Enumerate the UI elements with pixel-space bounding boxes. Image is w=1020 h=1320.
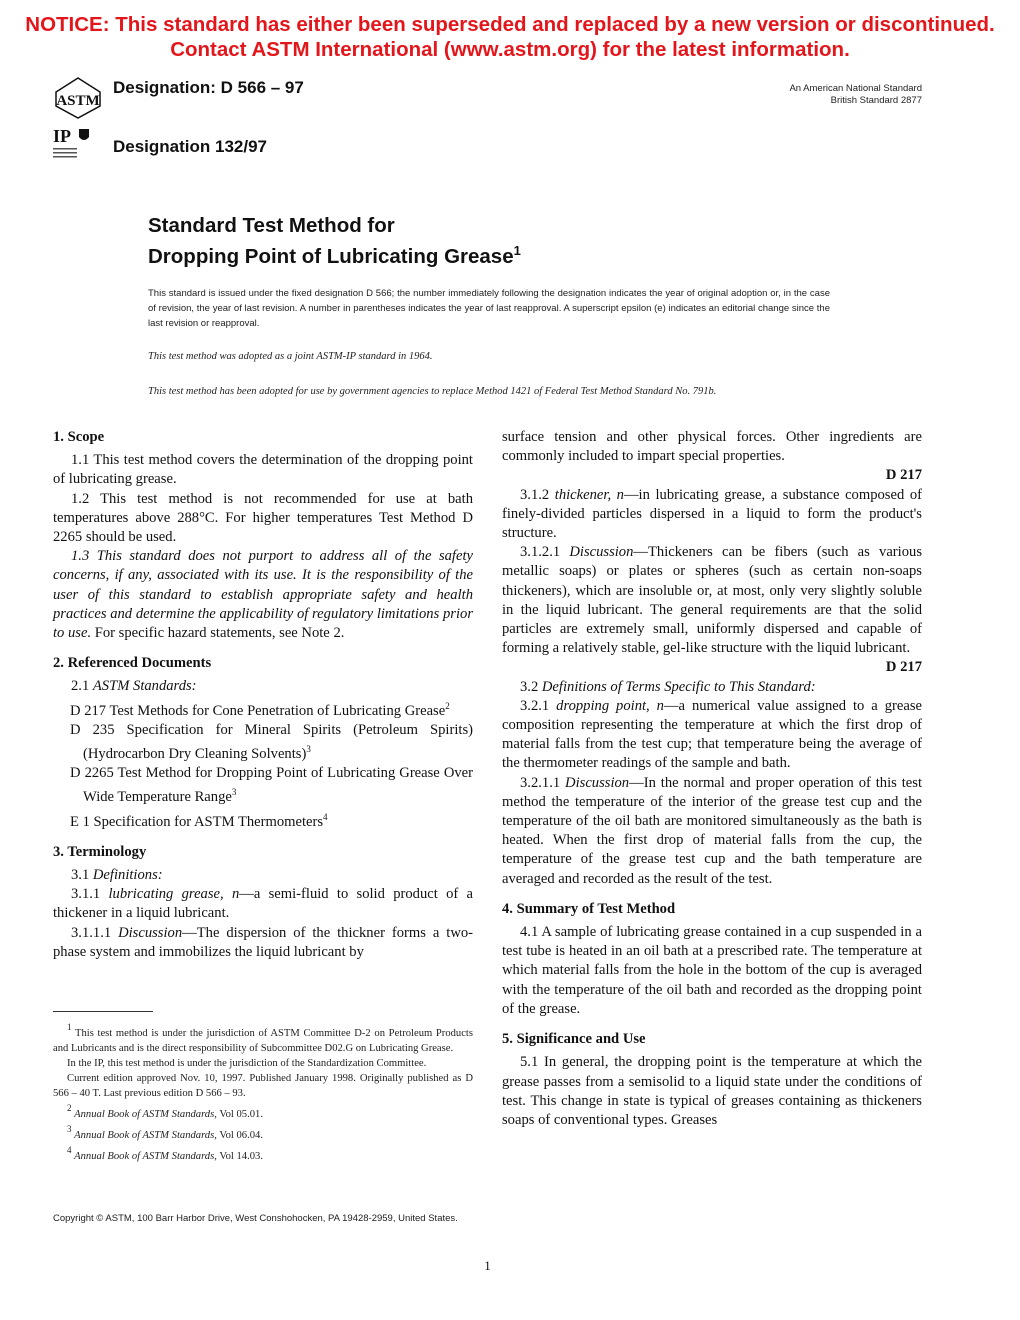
reference-d2265 bbox=[53, 764, 473, 807]
reference-d2265-text: D 2265 Test Method for Dropping Point of Lubricating Grease Over Wide Temperature Range bbox=[70, 765, 473, 806]
footnote-1 bbox=[53, 1020, 473, 1056]
para-3-1-1-1-num: 3.1.1.1 bbox=[71, 924, 119, 941]
copyright-line: Copyright © ASTM, 100 Barr Harbor Drive, West Conshohocken, PA 19428-2959, United States. bbox=[53, 1213, 458, 1224]
footnote-4 bbox=[53, 1143, 473, 1164]
para-2-1-label: ASTM Standards: bbox=[92, 678, 197, 695]
footnote-3 bbox=[53, 1122, 473, 1143]
document-title bbox=[148, 213, 521, 269]
para-3-2-1-text: —a numerical value assigned to a grease composition representing the temperature at which the first drop of material falls from the test cup; that temperature being the average of the thermometer readings of the sample and bath. bbox=[502, 697, 922, 772]
reference-d217-text: D 217 Test Methods for Cone Penetration of Lubricating Grease bbox=[70, 702, 446, 719]
page-number: 1 bbox=[484, 1258, 491, 1273]
para-3-1-2-1-num: 3.1.2.1 bbox=[520, 544, 570, 561]
para-3-2-1 bbox=[502, 697, 922, 774]
para-3-1-1 bbox=[53, 885, 473, 923]
footnote-2 bbox=[53, 1101, 473, 1122]
para-3-2-1-1 bbox=[502, 774, 922, 889]
designation-ip: Designation 132/97 bbox=[113, 137, 268, 156]
para-3-2-1-1-num: 3.2.1.1 bbox=[520, 774, 566, 791]
reference-e1-text: E 1 Specification for ASTM Thermometers bbox=[70, 813, 324, 830]
ip-logo-text: IP bbox=[53, 126, 71, 146]
section-4-heading: 4. Summary of Test Method bbox=[502, 900, 676, 917]
para-3-1-2 bbox=[502, 486, 922, 544]
para-3-1-2-1-ref-d217: D 217 bbox=[885, 659, 922, 676]
reference-d235 bbox=[53, 721, 473, 764]
reference-d2265-fn: 3 bbox=[231, 787, 237, 798]
section-5-heading: 5. Significance and Use bbox=[502, 1031, 646, 1048]
section-3-heading: 3. Terminology bbox=[53, 843, 147, 860]
reference-d235-text: D 235 Specification for Mineral Spirits (Petroleum Spirits) (Hydrocarbon Dry Cleaning Solvents) bbox=[70, 721, 473, 763]
astm-logo-text: ASTM bbox=[56, 93, 100, 109]
title-footnote-mark: 1 bbox=[513, 243, 521, 258]
section-1-heading: 1. Scope bbox=[53, 429, 105, 445]
para-3-1-1-num: 3.1.1 bbox=[71, 886, 109, 903]
para-2-1 bbox=[53, 677, 473, 696]
para-3-2-num: 3.2 bbox=[520, 678, 542, 695]
footnote-4-book: Annual Book of ASTM Standards bbox=[74, 1151, 215, 1162]
para-3-2 bbox=[502, 678, 922, 697]
footnote-1-edition: Current edition approved Nov. 10, 1997. Published January 1998. Originally published as D 566 – 40 T. Last previous edition D 566 – 93. bbox=[53, 1073, 473, 1099]
para-3-1-1-1-continued: surface tension and other physical forces. Other ingredients are commonly included to impart special properties. bbox=[502, 429, 922, 465]
footnote-divider bbox=[53, 1011, 153, 1012]
superseded-notice bbox=[0, 12, 1020, 62]
para-3-1-2-term: thickener, n bbox=[554, 486, 624, 503]
reference-e1-fn: 4 bbox=[323, 811, 328, 822]
footnote-2-book: Annual Book of ASTM Standards bbox=[74, 1109, 215, 1120]
para-3-1-1-1 bbox=[53, 924, 473, 962]
designation-astm: Designation: D 566 – 97 bbox=[113, 78, 304, 97]
footnote-3-book: Annual Book of ASTM Standards bbox=[74, 1130, 215, 1141]
para-3-1-2-num: 3.1.2 bbox=[520, 486, 555, 503]
para-1-3-caveat: 1.3 This standard does not purport to address all of the safety concerns, if any, associated with its use. It is the responsibility of the user of this standard to establish appropriate safety and health practices and determine the applicability of regulatory limitations prior to use. bbox=[53, 548, 473, 642]
para-3-2-1-num: 3.2.1 bbox=[520, 697, 557, 714]
reference-e1 bbox=[53, 808, 473, 832]
notice-line-2: Contact ASTM International (www.astm.org) for the latest information. bbox=[170, 38, 850, 61]
footnote-1-mark: 1 bbox=[67, 1022, 72, 1032]
astm-logo-icon bbox=[52, 76, 104, 120]
footnote-2-mark: 2 bbox=[67, 1103, 72, 1113]
para-3-2-label: Definitions of Terms Specific to This Standard: bbox=[541, 678, 816, 695]
para-3-1-1-text: —a semi-fluid to solid product of a thickener in a liquid lubricant. bbox=[53, 886, 473, 922]
para-3-1-1-1-label: Discussion bbox=[118, 924, 183, 941]
title-line-2 bbox=[148, 238, 521, 269]
para-3-1-2-text: —in lubricating grease, a substance composed of finely-divided particles dispersed in a liquid to form the product's structure. bbox=[502, 486, 922, 542]
footnote-3-mark: 3 bbox=[67, 1124, 72, 1134]
left-column bbox=[53, 428, 473, 962]
footnotes bbox=[53, 1020, 473, 1164]
footnote-1-text: This test method is under the jurisdiction of ASTM Committee D-2 on Petroleum Products and Lubricants and is the direct responsibility of Subcommittee D02.G on Lubricating Grease. bbox=[53, 1028, 473, 1054]
para-1-3-tail: For specific hazard statements, see Note 2. bbox=[91, 625, 345, 642]
para-3-2-1-term: dropping point, n bbox=[556, 697, 664, 714]
reference-d235-fn: 3 bbox=[306, 744, 311, 755]
adoption-statement: This test method was adopted as a joint ASTM-IP standard in 1964. bbox=[148, 351, 433, 362]
para-3-2-1-1-label: Discussion bbox=[565, 774, 630, 791]
para-3-1-2-1 bbox=[502, 543, 922, 658]
national-standard-note bbox=[789, 83, 922, 107]
para-3-1-1-1-text: —The dispersion of the thickner forms a two-phase system and immobilizes the liquid lubricant by bbox=[53, 924, 474, 960]
title-line-2-text: Dropping Point of Lubricating Grease bbox=[148, 245, 514, 268]
ip-logo-icon bbox=[52, 124, 98, 162]
para-1-2: 1.2 This test method is not recommended for use at bath temperatures above 288°C. For higher temperatures Test Method D 2265 should be used. bbox=[53, 490, 473, 546]
para-1-3 bbox=[53, 547, 473, 643]
british-standard: British Standard 2877 bbox=[830, 95, 922, 106]
footnote-2-vol: , Vol 05.01. bbox=[214, 1109, 263, 1120]
title-line-1: Standard Test Method for bbox=[148, 214, 395, 237]
para-3-1-2-1-label: Discussion bbox=[569, 544, 634, 561]
right-column bbox=[502, 428, 922, 1130]
para-4-1: 4.1 A sample of lubricating grease contained in a cup suspended in a test tube is heated in an oil bath at a prescribed rate. The temperature at which material falls from the hole in the bottom of the cup is averaged with the temperature of the oil bath and recorded as the dropping point of the grease. bbox=[502, 924, 922, 1017]
para-3-1-num: 3.1 bbox=[71, 867, 93, 884]
para-3-1-label: Definitions: bbox=[92, 867, 163, 884]
footnote-3-vol: , Vol 06.04. bbox=[214, 1130, 263, 1141]
para-3-1 bbox=[53, 866, 473, 885]
para-5-1: 5.1 In general, the dropping point is the temperature at which the grease passes from a semisolid to a liquid state under the conditions of test. This change in state is typical of greases containing as thickeners soaps of conventional types. Greases bbox=[502, 1054, 922, 1128]
footnote-1-ip: In the IP, this test method is under the jurisdiction of the Standardization Committee. bbox=[67, 1058, 427, 1069]
para-3-2-1-1-text: —In the normal and proper operation of this test method the temperature of the interior of the grease test cup and the temperature of the oil bath are monitored simultaneously as the bath is heated. When the first drop of material falls from the cup, the temperature of the grease test cup and the bath temperature are averaged and recorded as the result of the test. bbox=[502, 774, 923, 887]
reference-d217 bbox=[53, 697, 473, 721]
issuance-statement: This standard is issued under the fixed designation D 566; the number immediately following the designation indicates the year of original adoption or, in the case of revision, the year of last revision. A number in parentheses indicates the year of last reapproval. A superscript epsilon (e) indicates an editorial change since the last revision or reapproval. bbox=[148, 288, 830, 329]
american-national-standard: An American National Standard bbox=[789, 83, 922, 94]
para-2-1-num: 2.1 bbox=[71, 678, 93, 695]
notice-line-1: NOTICE: This standard has either been superseded and replaced by a new version or discontinued. bbox=[25, 13, 995, 36]
para-1-1: 1.1 This test method covers the determination of the dropping point of lubricating grease. bbox=[53, 452, 473, 488]
continued-ref-d217: D 217 bbox=[885, 467, 922, 484]
reference-d217-fn: 2 bbox=[445, 700, 450, 711]
para-3-1-1-term: lubricating grease, n bbox=[108, 886, 240, 903]
government-statement: This test method has been adopted for use by government agencies to replace Method 1421 of Federal Test Method Standard No. 791b. bbox=[148, 386, 717, 397]
footnote-4-vol: , Vol 14.03. bbox=[214, 1151, 263, 1162]
para-3-1-2-1-text: —Thickeners can be fibers (such as various metallic soaps) or plates or spheres (such as certain non-soaps thickeners), which are insoluble or, at most, only very slightly soluble in the liquid lubricant. The general requirements are that the solid particles are extremely small, uniformly dispersed and capable of forming a relatively stable, gel-like structure with the liquid lubricant. bbox=[502, 544, 922, 657]
footnote-4-mark: 4 bbox=[67, 1145, 72, 1155]
section-2-heading: 2. Referenced Documents bbox=[53, 655, 212, 672]
